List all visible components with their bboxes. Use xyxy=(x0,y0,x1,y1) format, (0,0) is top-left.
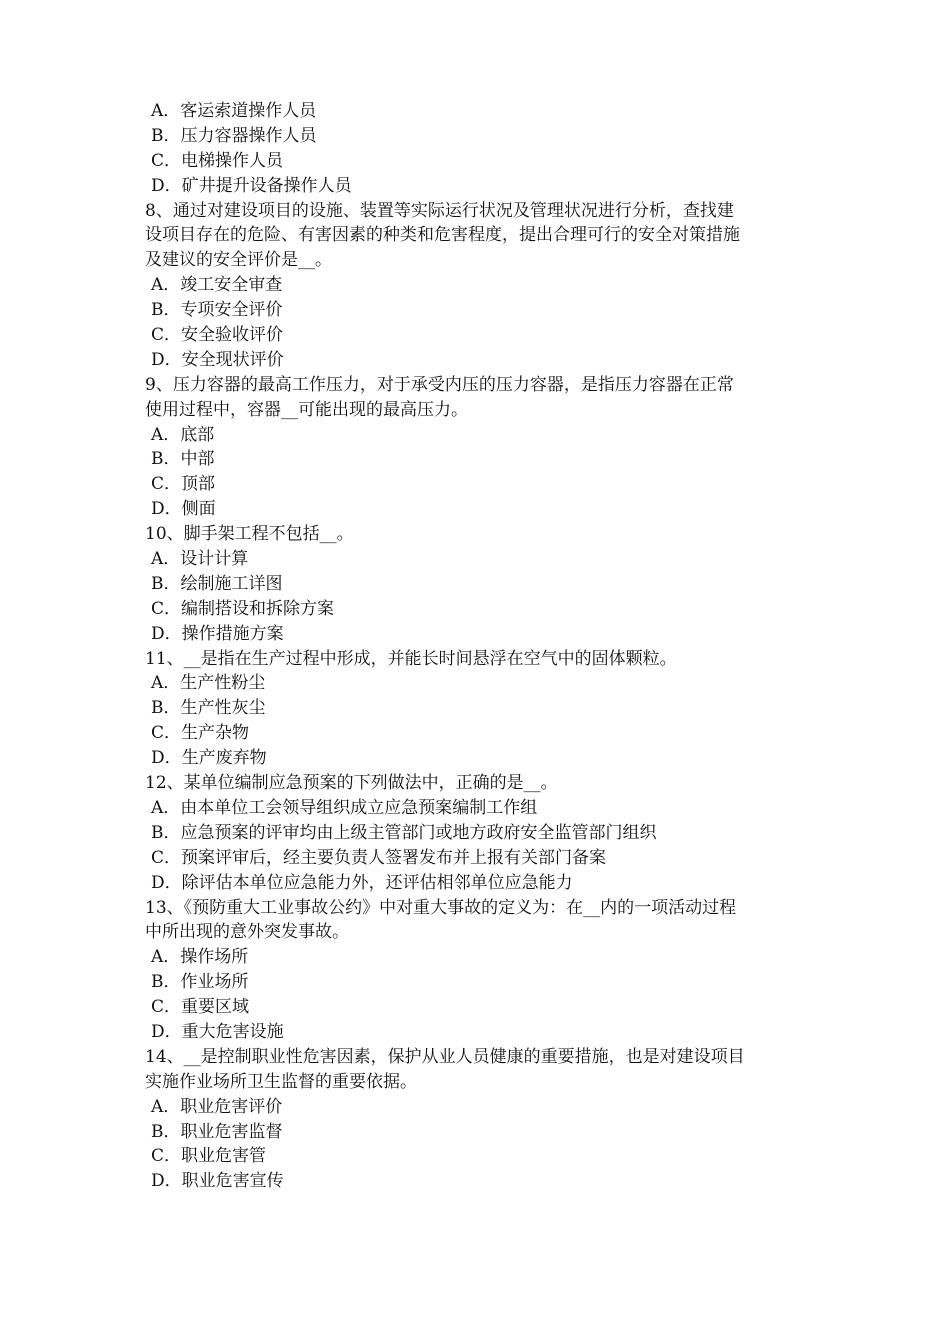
question-line: 14、__是控制职业性危害因素，保护从业人员健康的重要措施，也是对建设项目 xyxy=(145,1046,745,1067)
option-line: D．生产废弃物 xyxy=(151,748,267,769)
option-line: B．应急预案的评审均由上级主管部门或地方政府安全监管部门组织 xyxy=(151,822,657,843)
question-line: 13、《预防重大工业事故公约》中对重大事故的定义为：在__内的一项活动过程 xyxy=(145,897,737,918)
question-line: 实施作业场所卫生监督的重要依据。 xyxy=(145,1071,417,1092)
exam-questions xyxy=(145,99,810,1194)
option-line: C．预案评审后，经主要负责人签署发布并上报有关部门备案 xyxy=(151,847,607,868)
option-line: B．压力容器操作人员 xyxy=(151,125,317,146)
question-line: 及建议的安全评价是__。 xyxy=(145,250,332,271)
option-line: C．重要区域 xyxy=(151,997,250,1018)
question-line: 10、脚手架工程不包括__。 xyxy=(145,524,354,545)
option-line: A．职业危害评价 xyxy=(151,1096,283,1117)
question-line: 9、压力容器的最高工作压力，对于承受内压的压力容器，是指压力容器在正常 xyxy=(145,374,734,395)
option-line: D．矿井提升设备操作人员 xyxy=(151,175,352,196)
option-line: D．除评估本单位应急能力外，还评估相邻单位应急能力 xyxy=(151,872,573,893)
option-line: D．操作措施方案 xyxy=(151,623,284,644)
option-line: C．顶部 xyxy=(151,474,216,495)
option-line: C．电梯操作人员 xyxy=(151,150,284,171)
option-line: A．客运索道操作人员 xyxy=(151,101,317,121)
question-line: 设项目存在的危险、有害因素的种类和危害程度，提出合理可行的安全对策措施 xyxy=(145,225,740,246)
option-line: C．安全验收评价 xyxy=(151,325,284,346)
option-line: A．竣工安全审查 xyxy=(151,275,283,296)
question-line: 使用过程中，容器__可能出现的最高压力。 xyxy=(145,399,468,420)
question-line: 11、__是指在生产过程中形成，并能长时间悬浮在空气中的固体颗粒。 xyxy=(145,648,677,669)
option-line: D．侧面 xyxy=(151,499,216,520)
question-line: 12、某单位编制应急预案的下列做法中，正确的是__。 xyxy=(145,773,558,794)
option-line: B．作业场所 xyxy=(151,972,249,993)
option-line: B．生产性灰尘 xyxy=(151,698,266,719)
option-line: B．专项安全评价 xyxy=(151,300,283,321)
option-line: B．职业危害监督 xyxy=(151,1121,283,1142)
option-line: D．职业危害宣传 xyxy=(151,1171,284,1192)
option-line: C．职业危害管 xyxy=(151,1146,267,1167)
option-line: A．操作场所 xyxy=(151,947,249,968)
question-line: 中所出现的意外突发事故。 xyxy=(145,922,349,943)
option-line: C．编制搭设和拆除方案 xyxy=(151,598,335,619)
question-line: 8、通过对建设项目的设施、装置等实际运行状况及管理状况进行分析，查找建 xyxy=(145,200,734,221)
option-line: C．生产杂物 xyxy=(151,723,250,744)
option-line: A．底部 xyxy=(151,424,215,445)
option-line: A．由本单位工会领导组织成立应急预案编制工作组 xyxy=(151,797,538,818)
option-line: B．绘制施工详图 xyxy=(151,573,283,594)
option-line: A．生产性粉尘 xyxy=(151,673,266,694)
option-line: B．中部 xyxy=(151,449,215,470)
option-line: A．设计计算 xyxy=(151,549,249,570)
option-line: D．重大危害设施 xyxy=(151,1021,284,1042)
option-line: D．安全现状评价 xyxy=(151,349,284,370)
